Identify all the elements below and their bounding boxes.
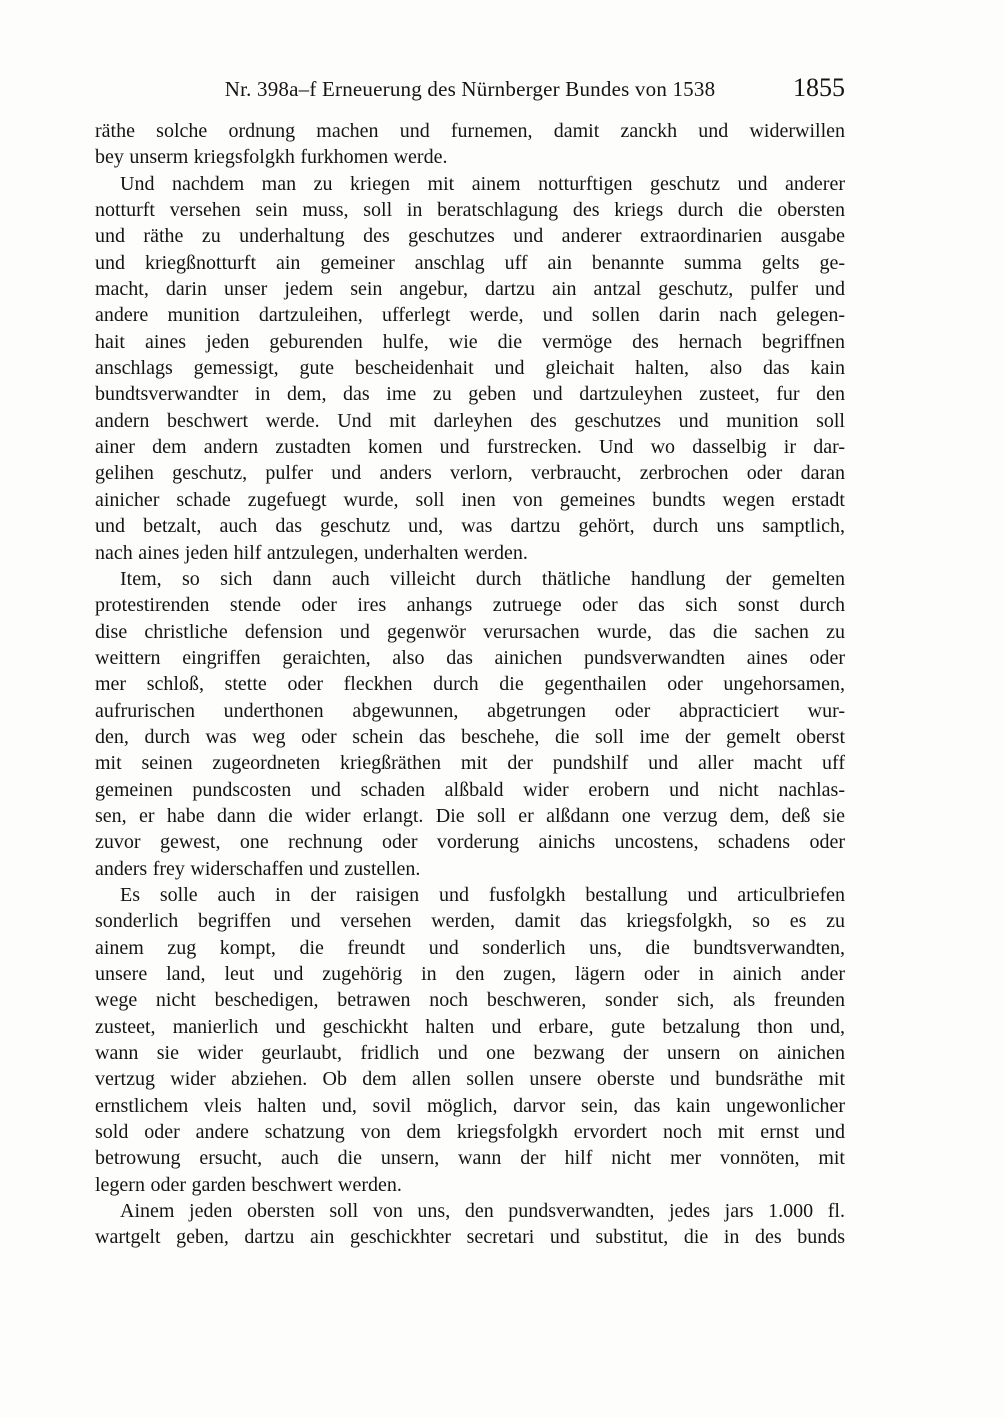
- text-line: weittern eingriffen geraichten, also das ainichen pundsverwandten aines oder: [95, 646, 845, 669]
- text-line: sold oder andere schatzung von dem kriegsfolgkh ervordert noch mit ernst und: [95, 1121, 845, 1144]
- text-line: und betzalt, auch das geschutz und, was dartzu gehört, durch uns samptlich,: [95, 515, 845, 538]
- text-line: betrowung ersucht, auch die unsern, wann der hilf nicht mer vonnöten, mit: [95, 1147, 845, 1170]
- text-line: und räthe zu underhaltung des geschutzes und anderer extraordinarien ausgabe: [95, 225, 845, 248]
- text-line: ainicher schade zugefuegt wurde, soll inen von gemeines bundts wegen erstadt: [95, 488, 845, 511]
- text-line: legern oder garden beschwert werden.: [95, 1173, 402, 1196]
- paragraph: [95, 882, 845, 1198]
- paragraph: [95, 171, 845, 566]
- text-line: gelihen geschutz, pulfer und anders verlorn, verbraucht, zerbrochen oder daran: [95, 462, 845, 485]
- paragraph: [95, 118, 845, 171]
- text-line: Ainem jeden obersten soll von uns, den pundsverwandten, jedes jars 1.000 fl.: [120, 1200, 845, 1223]
- text-line: zusteet, manierlich und geschickht halten und erbare, gute betzalung thon und,: [95, 1015, 845, 1038]
- text-line: wege nicht beschedigen, betrawen noch beschweren, sonder sich, als freunden: [95, 989, 845, 1012]
- text-line: Es solle auch in der raisigen und fusfolgkh bestallung und articulbriefen: [120, 883, 845, 906]
- text-line: bey unserm kriegsfolgkh furkhomen werde.: [95, 146, 448, 169]
- text-line: sen, er habe dann die wider erlangt. Die soll er alßdann one verzug dem, deß sie: [95, 804, 845, 827]
- text-line: anschlags gemessigt, gute bescheidenhait und gleichait halten, also das kain: [95, 357, 845, 380]
- text-line: andern beschwert werde. Und mit darleyhen des geschutzes und munition soll: [95, 409, 845, 432]
- paragraph: [95, 1198, 845, 1251]
- text-line: sonderlich begriffen und versehen werden, damit das kriegsfolgkh, so es zu: [95, 910, 845, 933]
- text-line: und kriegßnotturft ain gemeiner anschlag uff ain benannte summa gelts ge-: [95, 251, 845, 274]
- text-line: wartgelt geben, dartzu ain geschickhter secretari und substitut, die in des bunds: [95, 1226, 845, 1249]
- text-line: nach aines jeden hilf antzulegen, underhalten werden.: [95, 541, 528, 564]
- text-line: bundtsverwandter in dem, das ime zu geben und dartzuleyhen zusteet, fur den: [95, 383, 845, 406]
- text-line: gemeinen pundscosten und schaden alßbald wider erobern und nicht nachlas-: [95, 778, 845, 801]
- text-line: protestirenden stende oder ires anhangs zutruege oder das sich sonst durch: [95, 594, 845, 617]
- text-line: mer schloß, stette oder fleckhen durch die gegenthailen oder ungehorsamen,: [95, 673, 845, 696]
- page-header: [95, 73, 845, 106]
- text-line: Item, so sich dann auch villeicht durch thätliche handlung der gemelten: [120, 567, 845, 590]
- text-line: wann sie wider geurlaubt, fridlich und one bezwang der unsern on ainichen: [95, 1042, 845, 1065]
- text-line: notturft versehen sein muss, soll in beratschlagung des kriegs durch die obersten: [95, 199, 845, 222]
- text-line: anders frey widerschaffen und zustellen.: [95, 857, 421, 880]
- text-line: macht, darin unser jedem sein angebur, dartzu ain antzal geschutz, pulfer und: [95, 278, 845, 301]
- text-line: unsere land, leut und zugehörig in den zugen, lägern oder in ainich ander: [95, 963, 845, 985]
- text-line: andere munition dartzuleihen, ufferlegt werde, und sollen darin nach gelegen-: [95, 304, 845, 327]
- text-line: ernstlichem vleis halten und, sovil möglich, darvor sein, das kain ungewonlicher: [95, 1094, 845, 1117]
- text-line: den, durch was weg oder schein das beschehe, die soll ime der gemelt oberst: [95, 725, 845, 748]
- paragraph: [95, 566, 845, 882]
- text-line: dise christliche defension und gegenwör verursachen wurde, das die sachen zu: [95, 620, 845, 643]
- text-line: Und nachdem man zu kriegen mit ainem notturftigen geschutz und anderer: [120, 172, 845, 195]
- text-line: räthe solche ordnung machen und furnemen, damit zanckh und widerwillen: [95, 120, 845, 142]
- text-line: mit seinen zugeordneten kriegßräthen mit der pundshilf und aller macht uff: [95, 752, 845, 775]
- text-line: zuvor gewest, one rechnung oder vorderung ainichs uncostens, schadens oder: [95, 831, 845, 854]
- text-line: vertzug wider abziehen. Ob dem allen sollen unsere oberste und bundsräthe mit: [95, 1068, 845, 1091]
- text-body: [95, 118, 845, 1251]
- page-number: 1855: [793, 73, 845, 102]
- text-line: aufrurischen underthonen abgewunnen, abgetrungen oder abpracticiert wur-: [95, 699, 845, 722]
- text-line: hait aines jeden geburenden hulfe, wie die vermöge des hernach begriffnen: [95, 330, 845, 353]
- running-title: Nr. 398a–f Erneuerung des Nürnberger Bundes von 1538: [224, 77, 716, 101]
- text-line: ainem zug kompt, die freundt und sonderlich uns, die bundtsverwandten,: [95, 936, 845, 959]
- text-line: ainer dem andern zustadten komen und furstrecken. Und wo dasselbig ir dar-: [95, 436, 845, 459]
